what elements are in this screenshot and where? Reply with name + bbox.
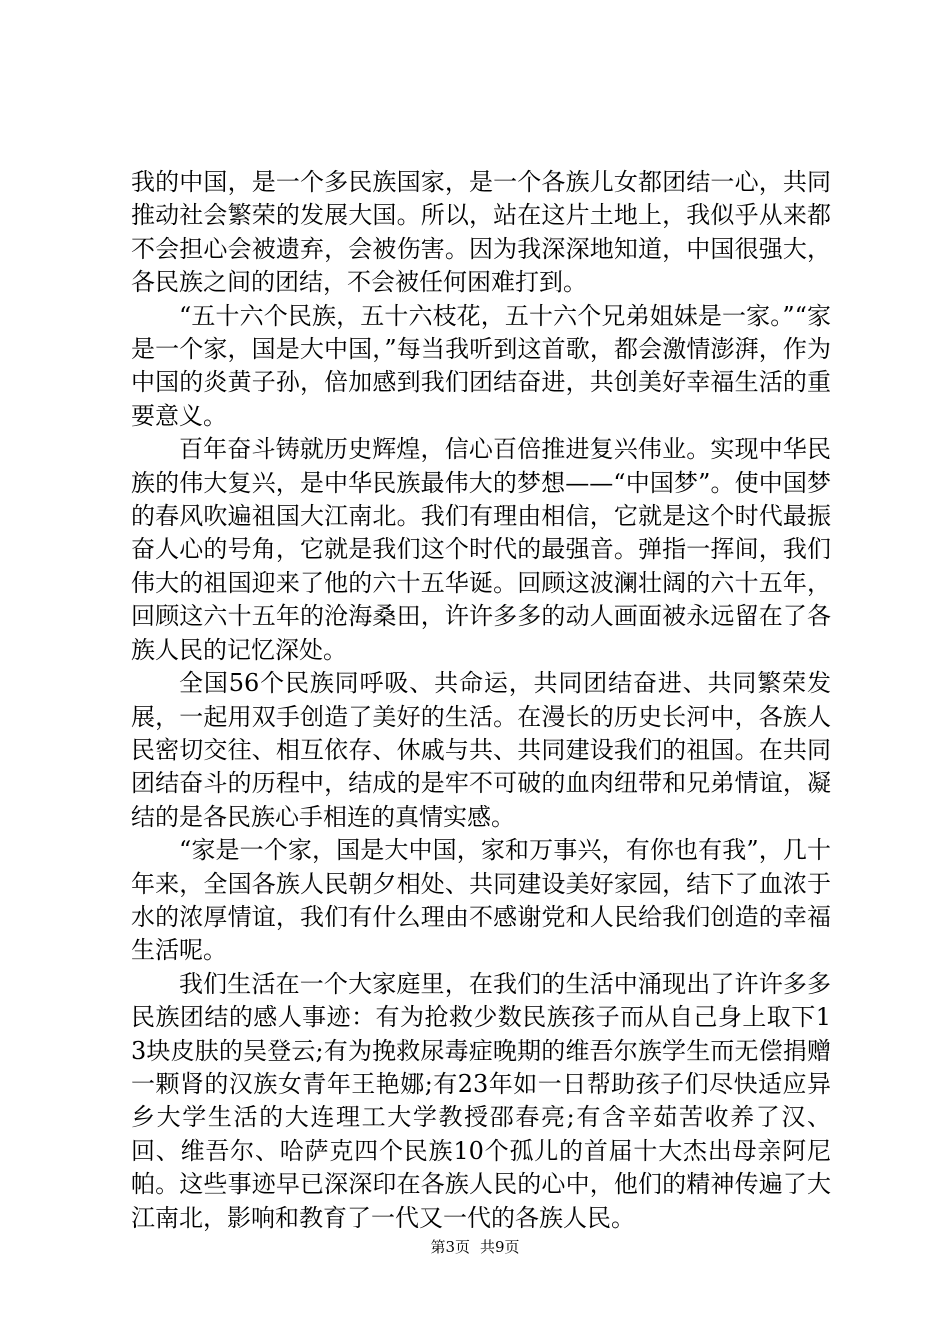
paragraph-5: “家是一个家，国是大中国，家和万事兴，有你也有我”，几十年来，全国各族人民朝夕相处、共同建设美好家园，结下了血浓于水的浓厚情谊，我们有什么理由不感谢党和人民给我们创造的幸福生活呢。 (131, 836, 831, 965)
total-pages: 共9页 (480, 1238, 520, 1256)
page-footer (0, 1237, 950, 1257)
document-body (131, 166, 831, 1235)
paragraph-3: 百年奋斗铸就历史辉煌，信心百倍推进复兴伟业。实现中华民族的伟大复兴，是中华民族最伟大的梦想——“中国梦”。使中国梦的春风吹遍祖国大江南北。我们有理由相信，它就是这个时代最振奋人心的号角，它就是我们这个时代的最强音。弹指一挥间，我们伟大的祖国迎来了他的六十五华诞。回顾这波澜壮阔的六十五年，回顾这六十五年的沧海桑田，许许多多的动人画面被永远留在了各族人民的记忆深处。 (131, 435, 831, 664)
paragraph-4: 全国56个民族同呼吸、共命运，共同团结奋进、共同繁荣发展，一起用双手创造了美好的生活。在漫长的历史长河中，各族人民密切交往、相互依存、休戚与共、共同建设我们的祖国。在共同团结奋斗的历程中，结成的是牢不可破的血肉纽带和兄弟情谊，凝结的是各民族心手相连的真情实感。 (131, 669, 831, 831)
paragraph-1: 我的中国，是一个多民族国家，是一个各族儿女都团结一心，共同推动社会繁荣的发展大国。所以，站在这片土地上，我似乎从来都不会担心会被遗弃，会被伤害。因为我深深地知道，中国很强大，各民族之间的团结，不会被任何困难打到。 (131, 168, 831, 297)
paragraph-2: “五十六个民族，五十六枝花，五十六个兄弟姐妹是一家。”“家是一个家，国是大中国，”每当我听到这首歌，都会激情澎湃，作为中国的炎黄子孙，倍加感到我们团结奋进，共创美好幸福生活的重要意义。 (131, 301, 831, 430)
paragraph-6: 我们生活在一个大家庭里，在我们的生活中涌现出了许许多多民族团结的感人事迹：有为抢救少数民族孩子而从自己身上取下13块皮肤的吴登云;有为挽救尿毒症晚期的维吾尔族学生而无偿捐赠一颗肾的汉族女青年王艳娜;有23年如一日帮助孩子们尽快适应异乡大学生活的大连理工大学教授邵春亮;有含辛茹苦收养了汉、回、维吾尔、哈萨克四个民族10个孤儿的首届十大杰出母亲阿尼帕。这些事迹早已深深印在各族人民的心中，他们的精神传遍了大江南北，影响和教育了一代又一代的各族人民。 (131, 969, 831, 1232)
current-page-number: 第3页 (430, 1238, 470, 1256)
